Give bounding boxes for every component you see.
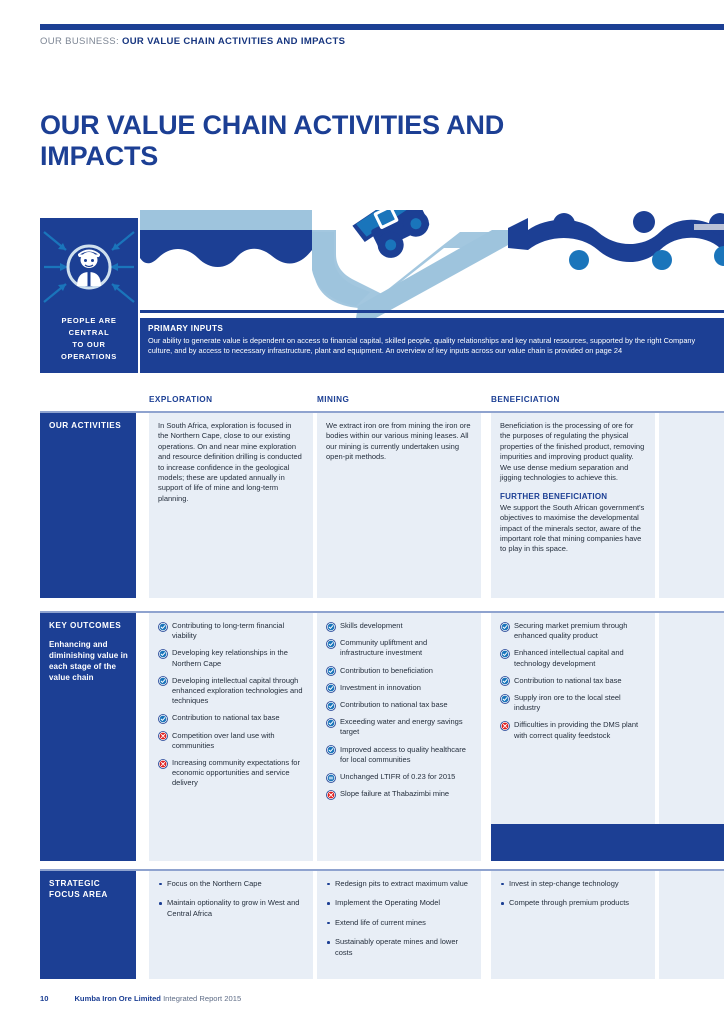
focus-item [500, 879, 645, 889]
outcome-item [326, 638, 471, 658]
focus-item-text: Redesign pits to extract maximum value [335, 879, 468, 888]
activities-exploration-text: In South Africa, exploration is focused in the Northern Cape, close to our existing operations. On and near mine exploration and resource definition drilling is conducted to increase confidence in the geological models; these are updated annually in support of life of mine and long-term planning. [158, 421, 302, 503]
outcome-item [500, 693, 645, 713]
band-label-title: KEY OUTCOMES [49, 621, 122, 630]
further-beneficiation-heading: FURTHER BENEFICIATION [500, 492, 608, 502]
outcome-item [326, 789, 471, 799]
band-label-title: STRATEGIC FOCUS AREA [49, 879, 108, 899]
outcome-item-text: Improved access to quality healthcare for local communities [340, 744, 466, 764]
outcome-item-text: Developing key relationships in the Northern Cape [172, 648, 288, 668]
check-circle-icon [326, 745, 336, 755]
primary-inputs-title: PRIMARY INPUTS [148, 324, 224, 333]
band-label-subtitle: Enhancing and diminishing value in each stage of the value chain [49, 640, 128, 682]
band-label-title: OUR ACTIVITIES [49, 421, 122, 430]
cell-activities-exploration [149, 413, 313, 598]
focus-item-text: Compete through premium products [509, 898, 630, 908]
cell-focus-mining [317, 871, 481, 979]
activities-mining-text: We extract iron ore from mining the iron ore bodies within our various mining leases. All our mining is currently undertaken using open-pit methods. [326, 421, 471, 462]
focus-item-text: Focus on the Northern Cape [167, 879, 262, 888]
outcome-item-text: Exceeding water and energy savings target [340, 717, 463, 737]
outcome-list-exploration [158, 621, 303, 789]
focus-list-exploration [158, 879, 303, 919]
check-circle-icon [326, 639, 336, 649]
outcome-item [326, 700, 471, 710]
running-head-prefix: OUR BUSINESS: [40, 36, 122, 47]
cell-activities-mining [317, 413, 481, 598]
outcome-item-text: Slope failure at Thabazimbi mine [340, 789, 450, 799]
outcome-item [158, 713, 303, 723]
outcome-item-text: Supply iron ore to the local steel industry [514, 693, 621, 713]
outcome-item [326, 683, 471, 693]
miner-person-icon [40, 224, 138, 310]
further-beneficiation-text: We support the South African government's objectives to maximise the developmental impact of the minerals sector, aware of the important role that mining companies have to play in this space. [500, 502, 645, 554]
haul-truck-icon [349, 210, 437, 268]
outcome-item [326, 717, 471, 737]
focus-item [326, 937, 471, 958]
column-header-mining: MINING [317, 395, 350, 404]
check-circle-icon [326, 666, 336, 676]
check-circle-icon [158, 676, 168, 686]
footer-report: Integrated Report 2015 [160, 994, 242, 1003]
outcome-item [158, 676, 303, 707]
cell-focus-column-four [659, 871, 724, 979]
cross-circle-icon [158, 759, 168, 769]
outcome-item [158, 621, 303, 641]
focus-item [326, 898, 471, 908]
equals-circle-icon [326, 773, 336, 783]
cross-circle-icon [326, 790, 336, 800]
outcome-item-text: Contribution to national tax base [514, 675, 622, 685]
outcome-item-text: Enhanced intellectual capital and technology development [514, 648, 624, 668]
focus-item [158, 879, 303, 889]
footer-company: Kumba Iron Ore Limited [74, 994, 161, 1003]
band-our-activities [40, 411, 724, 598]
band-label-key-outcomes [40, 613, 136, 861]
outcome-item-text: Unchanged LTIFR of 0.23 for 2015 [340, 772, 456, 782]
cell-outcomes-exploration [149, 613, 313, 861]
outcome-item [158, 731, 303, 751]
focus-item-text: Sustainably operate mines and lower costs [335, 937, 458, 957]
focus-list-beneficiation [500, 879, 645, 909]
outcome-list-mining [326, 621, 471, 799]
primary-inputs-body: Our ability to generate value is dependent on access to financial capital, skilled people, quality relationships and key natural resources, supported by the right Company culture, and by access to necessary infrastructure, plant and equipment. An overview of key inputs across our value chain is provided on page 24 [148, 336, 696, 356]
outcome-item [500, 648, 645, 668]
running-head [40, 35, 345, 49]
check-circle-icon [158, 649, 168, 659]
running-head-title: OUR VALUE CHAIN ACTIVITIES AND IMPACTS [121, 36, 346, 47]
outcome-item [158, 648, 303, 668]
check-circle-icon [500, 622, 510, 632]
outcome-item-text: Contribution to beneficiation [340, 665, 433, 675]
outcomes-filler-bar [491, 824, 724, 861]
cross-circle-icon [500, 721, 510, 731]
header-rule [40, 24, 724, 30]
people-label-line: PEOPLE ARE [61, 316, 117, 325]
focus-item [500, 898, 645, 908]
focus-item [158, 898, 303, 919]
value-chain-column-headers [140, 395, 724, 411]
outcome-item [500, 676, 645, 686]
outcome-item-text: Community upliftment and infrastructure investment [340, 638, 428, 658]
cell-activities-beneficiation [491, 413, 655, 598]
outcome-item [326, 666, 471, 676]
outcome-item [500, 720, 645, 740]
outcome-item [158, 758, 303, 789]
cell-outcomes-mining [317, 613, 481, 861]
check-circle-icon [326, 683, 336, 693]
outcome-list-beneficiation [500, 621, 645, 741]
outcome-item-text: Securing market premium through enhanced quality product [514, 621, 628, 641]
outcome-item [326, 621, 471, 631]
people-central-box [40, 218, 138, 373]
primary-inputs-panel [140, 318, 724, 373]
check-circle-icon [326, 701, 336, 711]
outcome-item-text: Competition over land use with communities [172, 730, 275, 750]
cross-circle-icon [158, 731, 168, 741]
column-header-exploration: EXPLORATION [149, 395, 213, 404]
value-chain-banner [40, 210, 724, 318]
outcome-item-text: Contribution to national tax base [340, 700, 448, 710]
check-circle-icon [326, 622, 336, 632]
band-key-outcomes [40, 611, 724, 861]
check-circle-icon [158, 714, 168, 724]
band-label-strategic-focus [40, 871, 136, 979]
page-footer [40, 993, 241, 1004]
outcome-item-text: Skills development [340, 621, 403, 630]
focus-item [326, 918, 471, 928]
cell-focus-exploration [149, 871, 313, 979]
page-title: OUR VALUE CHAIN ACTIVITIES AND IMPACTS [40, 110, 505, 171]
people-label-line: OPERATIONS [60, 352, 118, 361]
page-number: 10 [40, 994, 49, 1003]
check-circle-icon [500, 676, 510, 686]
focus-item [326, 879, 471, 889]
outcome-item [500, 621, 645, 641]
focus-item-text: Maintain optionality to grow in West and Central Africa [167, 898, 300, 918]
check-circle-icon [500, 649, 510, 659]
focus-list-mining [326, 879, 471, 958]
focus-item-text: Implement the Operating Model [335, 898, 441, 908]
focus-item-text: Invest in step-change technology [509, 879, 619, 888]
people-label-line: TO OUR [72, 340, 106, 349]
outcome-item-text: Difficulties in providing the DMS plant with correct quality feedstock [514, 720, 639, 740]
outcome-item-text: Contribution to national tax base [172, 713, 280, 723]
focus-item-text: Extend life of current mines [335, 917, 426, 927]
people-label-line: CENTRAL [68, 328, 110, 337]
band-label-our-activities [40, 413, 136, 598]
check-circle-icon [158, 622, 168, 632]
cell-focus-beneficiation [491, 871, 655, 979]
people-central-label [40, 315, 138, 363]
outcome-item-text: Investment in innovation [340, 682, 421, 692]
outcome-item-text: Increasing community expectations for economic opportunities and service delivery [172, 758, 300, 788]
outcome-item-text: Developing intellectual capital through enhanced exploration technologies and techniques [172, 675, 303, 706]
cell-activities-column-four [659, 413, 724, 598]
outcome-item [326, 745, 471, 765]
check-circle-icon [326, 718, 336, 728]
outcome-item-text: Contributing to long-term financial viability [172, 621, 285, 641]
band-strategic-focus [40, 869, 724, 979]
check-circle-icon [500, 694, 510, 704]
activities-beneficiation-text: Beneficiation is the processing of ore for the purposes of regulating the physical properties of the finished product, removing impurities and improving product quality. We use dense medium separation and jigging technologies to achieve this. [500, 421, 645, 483]
outcome-item [326, 772, 471, 782]
column-header-beneficiation: BENEFICIATION [491, 395, 560, 404]
